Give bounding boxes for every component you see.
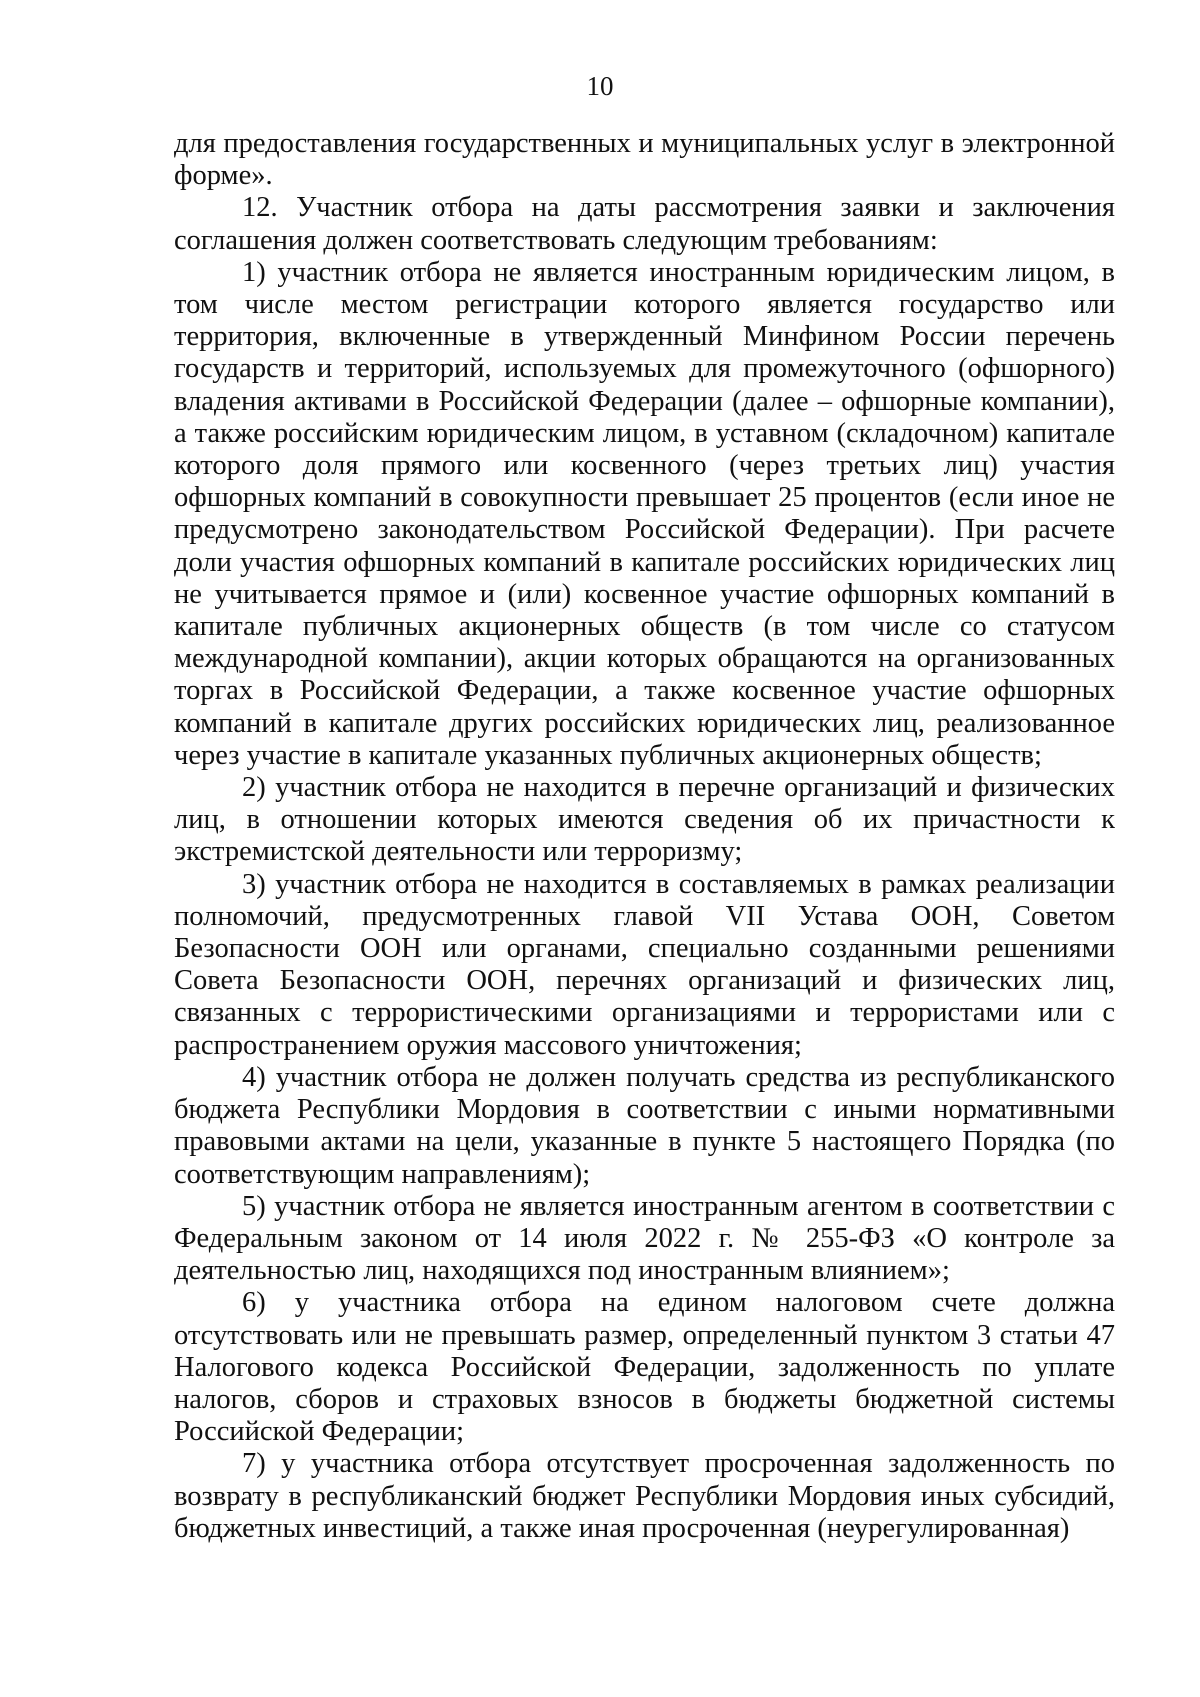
paragraph-requirement-7: 7) у участника отбора отсутствует просроченная задолженность по возврату в республиканский бюджет Республики Мордовия иных субсидий, бюджетных инвестиций, а также иная просроченная (неурегулированная) <box>174 1448 1115 1544</box>
paragraph-requirement-6: 6) у участника отбора на едином налоговом счете должна отсутствовать или не превышать размер, определенный пунктом 3 статьи 47 Налогового кодекса Российской Федерации, задолженность по уплате налогов, сборов и страховых взносов в бюджеты бюджетной системы Российской Федерации; <box>174 1287 1115 1448</box>
paragraph-clause-12: 12. Участник отбора на даты рассмотрения заявки и заключения соглашения должен соответствовать следующим требованиям: <box>174 192 1115 256</box>
page-number: 10 <box>586 71 614 101</box>
paragraph-requirement-2: 2) участник отбора не находится в перечне организаций и физических лиц, в отношении которых имеются сведения об их причастности к экстремистской деятельности или терроризму; <box>174 772 1115 868</box>
paragraph-requirement-3: 3) участник отбора не находится в составляемых в рамках реализации полномочий, предусмотренных главой VII Устава ООН, Советом Безопасности ООН или органами, специально созданными решениями Совета Безопасности ООН, перечнях организаций и физических лиц, связанных с террористическими организациями и террористами или с распространением оружия массового уничтожения; <box>174 868 1115 1061</box>
paragraph-requirement-1: 1) участник отбора не является иностранным юридическим лицом, в том числе местом регистрации которого является государство или территория, включенные в утвержденный Минфином России перечень государств и территорий, используемых для промежуточного (офшорного) владения активами в Российской Федерации (далее – офшорные компании), а также российским юридическим лицом, в уставном (складочном) капитале которого доля прямого или косвенного (через третьих лиц) участия офшорных компаний в совокупности превышает 25 процентов (если иное не предусмотрено законодательством Российской Федерации). При расчете доли участия офшорных компаний в капитале российских юридических лиц не учитывается прямое и (или) косвенное участие офшорных компаний в капитале публичных акционерных обществ (в том числе со статусом международной компании), акции которых обращаются на организованных торгах в Российской Федерации, а также косвенное участие офшорных компаний в капитале других российских юридических лиц, реализованное через участие в капитале указанных публичных акционерных обществ; <box>174 256 1115 771</box>
document-body <box>174 128 1115 1545</box>
paragraph-continuation: для предоставления государственных и муниципальных услуг в электронной форме». <box>174 128 1115 192</box>
paragraph-requirement-5: 5) участник отбора не является иностранным агентом в соответствии с Федеральным законом от 14 июля 2022 г. № 255-ФЗ «О контроле за деятельностью лиц, находящихся под иностранным влиянием»; <box>174 1190 1115 1287</box>
paragraph-requirement-4: 4) участник отбора не должен получать средства из республиканского бюджета Республики Мордовия в соответствии с иными нормативными правовыми актами на цели, указанные в пункте 5 настоящего Порядка (по соответствующим направлениям); <box>174 1061 1115 1190</box>
